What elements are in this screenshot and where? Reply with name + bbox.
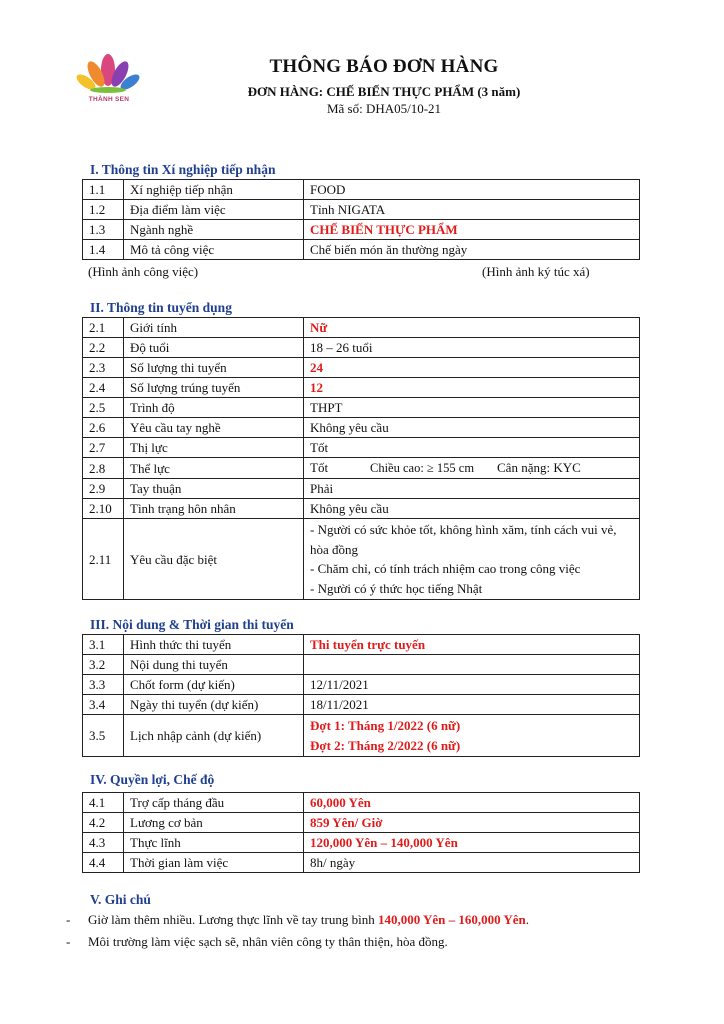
special-requirements: [304, 519, 640, 600]
note-1-highlight: 140,000 Yên – 160,000 Yên: [377, 912, 526, 927]
table-row: [83, 180, 640, 200]
row-value: Không yêu cầu: [304, 418, 640, 438]
table-row: [83, 675, 640, 695]
row-value: Phải: [304, 479, 640, 499]
row-value: 18/11/2021: [304, 695, 640, 715]
table-row: [83, 793, 640, 813]
row-number: 2.5: [83, 398, 124, 418]
table-row: [83, 853, 640, 873]
row-value: 8h/ ngày: [304, 853, 640, 873]
requirement-line: - Chăm chỉ, có tính trách nhiệm cao trong công việc: [310, 561, 581, 576]
page-subtitle: ĐƠN HÀNG: CHẾ BIẾN THỰC PHẨM (3 năm): [247, 84, 521, 99]
table-row: [83, 200, 640, 220]
row-value: 859 Yên/ Giờ: [304, 813, 640, 833]
bullet-dash: -: [66, 934, 71, 949]
row-value: 12/11/2021: [304, 675, 640, 695]
row-value: Không yêu cầu: [304, 499, 640, 519]
section-title-1: I. Thông tin Xí nghiệp tiếp nhận: [90, 162, 276, 177]
table-row: [83, 833, 640, 853]
table-row: [83, 479, 640, 499]
row-label: Chốt form (dự kiến): [124, 675, 304, 695]
row-number: 4.3: [83, 833, 124, 853]
brand-name: THÀNH SEN: [88, 96, 130, 103]
row-label: Hình thức thi tuyển: [124, 635, 304, 655]
row-number: 2.11: [83, 519, 124, 600]
row-label: Thị lực: [124, 438, 304, 458]
row-number: 2.1: [83, 318, 124, 338]
row-label: Trợ cấp tháng đầu: [124, 793, 304, 813]
dorm-image-caption: (Hình ảnh ký túc xá): [482, 264, 590, 279]
table-row: [83, 519, 640, 600]
section-title-4: IV. Quyền lợi, Chế độ: [90, 772, 215, 787]
row-value: 18 – 26 tuổi: [304, 338, 640, 358]
row-value: 120,000 Yên – 140,000 Yên: [304, 833, 640, 853]
entry-batch-2: Đợt 2: Tháng 2/2022 (6 nữ): [310, 737, 461, 753]
row-number: 2.6: [83, 418, 124, 438]
row-value: CHẾ BIẾN THỰC PHẨM: [304, 220, 640, 240]
row-value: [304, 655, 640, 675]
row-value: 12: [304, 378, 640, 398]
row-label: Độ tuổi: [124, 338, 304, 358]
row-number: 2.3: [83, 358, 124, 378]
row-number: 1.3: [83, 220, 124, 240]
row-number: 3.3: [83, 675, 124, 695]
table-row: [83, 458, 640, 479]
table-row: [83, 240, 640, 260]
row-value: 24: [304, 358, 640, 378]
table-row: [83, 318, 640, 338]
work-image-caption: (Hình ảnh công việc): [88, 264, 199, 279]
row-number: 2.8: [83, 458, 124, 479]
row-label: Xí nghiệp tiếp nhận: [124, 180, 304, 200]
entry-schedule: [304, 715, 640, 757]
row-label: Mô tả công việc: [124, 240, 304, 260]
table-row: [83, 499, 640, 519]
row-number: 2.2: [83, 338, 124, 358]
table-row: [83, 635, 640, 655]
row-number: 2.10: [83, 499, 124, 519]
section-title-3: III. Nội dung & Thời gian thi tuyển: [90, 617, 294, 632]
row-number: 1.1: [83, 180, 124, 200]
row-label: Thể lực: [124, 458, 304, 479]
recruitment-info-table: [82, 317, 640, 600]
table-row: [83, 220, 640, 240]
table-row: [83, 655, 640, 675]
row-label: Trình độ: [124, 398, 304, 418]
row-number: 3.2: [83, 655, 124, 675]
row-value: FOOD: [304, 180, 640, 200]
row-number: 4.2: [83, 813, 124, 833]
row-label: Lịch nhập cảnh (dự kiến): [124, 715, 304, 757]
row-label: Tay thuận: [124, 479, 304, 499]
table-row: [83, 695, 640, 715]
benefits-table: [82, 792, 640, 873]
note-1-suffix: .: [525, 912, 530, 927]
table-row: [83, 438, 640, 458]
weight-requirement: Cân nặng: KYC: [497, 460, 581, 475]
table-row: [83, 358, 640, 378]
row-value: THPT: [304, 398, 640, 418]
row-number: 4.1: [83, 793, 124, 813]
requirement-line: - Người có ý thức học tiếng Nhật: [310, 580, 483, 596]
row-label: Nội dung thi tuyển: [124, 655, 304, 675]
row-value: [304, 458, 640, 479]
page-title: THÔNG BÁO ĐƠN HÀNG: [269, 56, 499, 77]
row-number: 2.4: [83, 378, 124, 398]
table-row: [83, 378, 640, 398]
height-requirement: Chiều cao: ≥ 155 cm: [370, 461, 475, 475]
row-number: 2.9: [83, 479, 124, 499]
row-value: 60,000 Yên: [304, 793, 640, 813]
row-label: Tình trạng hôn nhân: [124, 499, 304, 519]
exam-schedule-table: [82, 634, 640, 757]
table-row: [83, 418, 640, 438]
row-label: Yêu cầu tay nghề: [124, 418, 304, 438]
row-value: Tỉnh NIGATA: [304, 200, 640, 220]
row-label: Ngày thi tuyển (dự kiến): [124, 695, 304, 715]
row-number: 3.1: [83, 635, 124, 655]
row-label: Thời gian làm việc: [124, 853, 304, 873]
fitness-value: Tốt: [310, 460, 329, 475]
row-label: Ngành nghề: [124, 220, 304, 240]
note-1-text: Giờ làm thêm nhiều. Lương thực lĩnh về tay trung bình: [88, 912, 378, 927]
table-row: [83, 715, 640, 757]
row-value: Tốt: [304, 438, 640, 458]
table-row: [83, 338, 640, 358]
row-label: Số lượng trúng tuyển: [124, 378, 304, 398]
row-label: Giới tính: [124, 318, 304, 338]
row-number: 1.2: [83, 200, 124, 220]
bullet-dash: -: [66, 912, 71, 927]
employer-info-table: [82, 179, 640, 260]
note-2-text: Môi trường làm việc sạch sẽ, nhân viên công ty thân thiện, hòa đồng.: [88, 934, 448, 949]
row-value: Chế biến món ăn thường ngày: [304, 240, 640, 260]
row-label: Lương cơ bản: [124, 813, 304, 833]
row-number: 4.4: [83, 853, 124, 873]
row-label: Yêu cầu đặc biệt: [124, 519, 304, 600]
row-label: Thực lĩnh: [124, 833, 304, 853]
section-title-5: V. Ghi chú: [90, 892, 151, 907]
order-code: Mã số: DHA05/10-21: [326, 101, 442, 116]
requirement-line: - Người có sức khỏe tốt, không hình xăm, tính cách vui vẻ, hòa đồng: [310, 522, 617, 557]
note-text: [88, 912, 529, 928]
table-row: [83, 398, 640, 418]
row-number: 3.5: [83, 715, 124, 757]
entry-batch-1: Đợt 1: Tháng 1/2022 (6 nữ): [310, 718, 461, 733]
section-title-2: II. Thông tin tuyển dụng: [90, 300, 232, 315]
row-number: 1.4: [83, 240, 124, 260]
row-label: Số lượng thi tuyển: [124, 358, 304, 378]
row-value: Thi tuyển trực tuyến: [304, 635, 640, 655]
row-number: 3.4: [83, 695, 124, 715]
row-number: 2.7: [83, 438, 124, 458]
row-label: Địa điểm làm việc: [124, 200, 304, 220]
row-value: Nữ: [304, 318, 640, 338]
table-row: [83, 813, 640, 833]
